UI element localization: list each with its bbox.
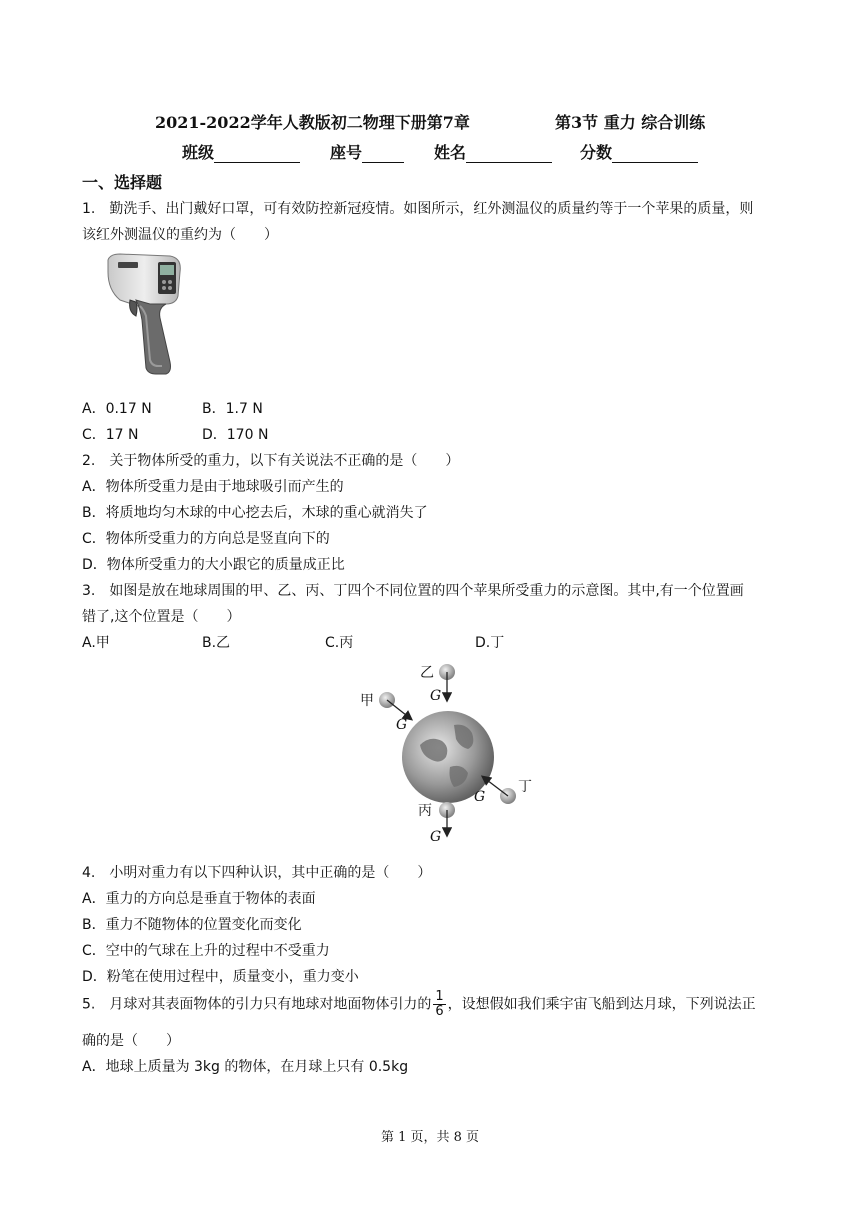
force-label-jia: G bbox=[396, 717, 408, 733]
q4-stem: 4. 小明对重力有以下四种认识，其中正确的是（ ） bbox=[82, 865, 432, 881]
field-score bbox=[580, 140, 698, 163]
q4-option-a[interactable]: A．重力的方向总是垂直于物体的表面 bbox=[82, 891, 316, 907]
q1-option-a[interactable]: A．0.17 N bbox=[82, 401, 152, 417]
q3-option-a[interactable]: A.甲 bbox=[82, 635, 110, 651]
force-label-ding: G bbox=[474, 789, 486, 805]
field-score-label: 分数 bbox=[580, 143, 613, 162]
q5-stem-line1 bbox=[82, 990, 756, 1019]
field-name-blank[interactable] bbox=[466, 146, 552, 163]
force-label-yi: G bbox=[430, 688, 442, 704]
fraction-one-sixth bbox=[433, 990, 445, 1019]
force-label-bing: G bbox=[430, 829, 442, 845]
label-yi: 乙 bbox=[420, 665, 434, 681]
field-name bbox=[434, 140, 552, 163]
q2-option-d[interactable]: D．物体所受重力的大小跟它的质量成正比 bbox=[82, 557, 345, 573]
infrared-thermometer-figure bbox=[100, 250, 190, 378]
q4-option-c[interactable]: C．空中的气球在上升的过程中不受重力 bbox=[82, 943, 330, 959]
q5-option-a[interactable]: A．地球上质量为 3kg 的物体，在月球上只有 0.5kg bbox=[82, 1059, 409, 1075]
field-score-blank[interactable] bbox=[612, 146, 698, 163]
page-footer: 第 1 页，共 8 页 bbox=[380, 1130, 480, 1145]
field-class-blank[interactable] bbox=[214, 146, 300, 163]
field-seat-label: 座号 bbox=[330, 143, 363, 162]
q3-option-c[interactable]: C.丙 bbox=[325, 635, 354, 651]
q5-stem-part2: ，设想假如我们乘宇宙飞船到达月球，下列说法正 bbox=[447, 996, 756, 1013]
q1-option-b[interactable]: B．1.7 N bbox=[202, 401, 263, 417]
label-ding: 丁 bbox=[518, 779, 532, 795]
grip-icon bbox=[136, 300, 171, 374]
fraction-numerator: 1 bbox=[435, 989, 444, 1004]
q3-option-d[interactable]: D.丁 bbox=[475, 635, 505, 651]
field-seat bbox=[330, 140, 404, 163]
doc-title-right: 第3节 重力 综合训练 bbox=[555, 113, 706, 132]
field-class bbox=[182, 140, 300, 163]
q3-stem-line2: 错了,这个位置是（ ） bbox=[82, 609, 241, 625]
doc-title-left: 2021-2022学年人教版初二物理下册第7章 bbox=[155, 113, 470, 132]
q2-option-a[interactable]: A．物体所受重力是由于地球吸引而产生的 bbox=[82, 479, 344, 495]
q3-option-b[interactable]: B.乙 bbox=[202, 635, 231, 651]
q4-option-d[interactable]: D．粉笔在使用过程中，质量变小，重力变小 bbox=[82, 969, 359, 985]
trigger-icon bbox=[130, 300, 137, 316]
q4-option-b[interactable]: B．重力不随物体的位置变化而变化 bbox=[82, 917, 302, 933]
q2-option-c[interactable]: C．物体所受重力的方向总是竖直向下的 bbox=[82, 531, 330, 547]
q2-option-b[interactable]: B．将质地均匀木球的中心挖去后，木球的重心就消失了 bbox=[82, 505, 428, 521]
label-jia: 甲 bbox=[360, 693, 374, 709]
field-name-label: 姓名 bbox=[434, 143, 467, 162]
fraction-denominator: 6 bbox=[435, 1004, 444, 1019]
section-title: 一、选择题 bbox=[82, 173, 163, 192]
q5-stem-line2: 确的是（ ） bbox=[82, 1033, 180, 1049]
q1-option-d[interactable]: D．170 N bbox=[202, 427, 269, 443]
label-bing: 丙 bbox=[418, 803, 432, 819]
q3-stem-line1: 3. 如图是放在地球周围的甲、乙、丙、丁四个不同位置的四个苹果所受重力的示意图。其中,有一个位置画 bbox=[82, 583, 744, 599]
q1-stem-line1: 1. 勤洗手、出门戴好口罩，可有效防控新冠疫情。如图所示，红外测温仪的质量约等于一个苹果的质量，则 bbox=[82, 201, 754, 217]
q1-option-c[interactable]: C．17 N bbox=[82, 427, 139, 443]
q5-stem-part1: 5. 月球对其表面物体的引力只有地球对地面物体引力的 bbox=[82, 996, 432, 1013]
earth-gravity-figure bbox=[350, 655, 540, 850]
field-seat-blank[interactable] bbox=[362, 146, 404, 163]
q1-stem-line2: 该红外测温仪的重约为（ ） bbox=[82, 227, 278, 243]
q2-stem: 2. 关于物体所受的重力，以下有关说法不正确的是（ ） bbox=[82, 453, 460, 469]
field-class-label: 班级 bbox=[182, 143, 215, 162]
